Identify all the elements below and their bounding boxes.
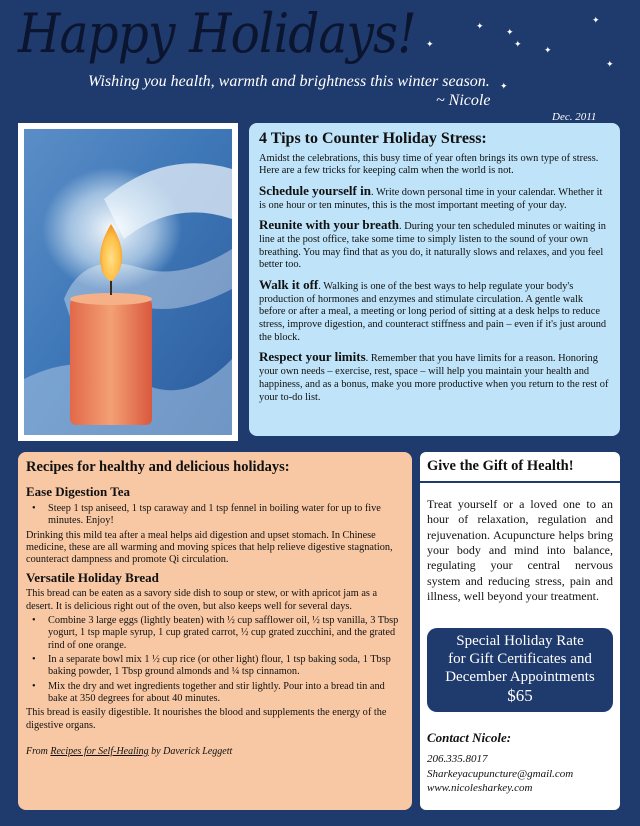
bullet-icon: •	[32, 614, 36, 626]
recipes-panel	[18, 452, 412, 810]
star-icon: ✦	[606, 59, 614, 69]
star-icon: ✦	[544, 45, 552, 55]
bread-recipe-title: Versatile Holiday Bread	[26, 569, 159, 585]
tip-item	[259, 217, 610, 272]
bullet-icon: •	[32, 680, 36, 692]
rate-line: for Gift Certificates and	[448, 650, 592, 667]
signature: ~ Nicole	[436, 92, 491, 109]
star-icon: ✦	[426, 39, 434, 49]
tip-text: . During your ten scheduled minutes or waiting in line at the post office, take some time to simply listen to the sound of your own breathing. You may find that as you do, it naturally slows and relaxes, and you feel better too.	[259, 221, 606, 271]
tips-title: 4 Tips to Counter Holiday Stress:	[259, 130, 487, 147]
divider	[420, 481, 620, 483]
rate-price: $65	[507, 686, 533, 706]
special-rate-box	[427, 628, 613, 713]
book-title: Recipes for Self-Healing	[50, 746, 149, 758]
tip-text: . Write down personal time in your calendar. Whether it is one hour or ten minutes, this is the most important meeting of your day.	[259, 186, 603, 211]
list-item: • Combine 3 large eggs (lightly beaten) with ½ cup safflower oil, ½ tsp vanilla, 3 Tbsp yogurt, 1 tsp maple syrup, 1 cup grated carrot, ½ cup grated zucchini, and the grated rind of one orange.	[32, 614, 399, 651]
bread-note: This bread is easily digestible. It nourishes the blood and supplements the energy of the digestive organs.	[26, 707, 387, 731]
tip-lead: Reunite with your breath	[259, 217, 399, 233]
contact-heading: Contact Nicole:	[427, 730, 512, 746]
star-icon: ✦	[476, 21, 484, 31]
bullet-icon: •	[32, 502, 36, 514]
candle-painting-icon	[24, 129, 232, 435]
tip-item	[259, 349, 610, 404]
star-icon: ✦	[506, 27, 514, 37]
recipes-title: Recipes for healthy and delicious holidays:	[26, 459, 290, 475]
page-subtitle: Wishing you health, warmth and brightness this winter season.	[88, 73, 490, 90]
list-item: • Steep 1 tsp aniseed, 1 tsp caraway and 1 tsp fennel in boiling water for up to five minutes. Enjoy!	[32, 502, 381, 527]
bread-intro: This bread can be eaten as a savory side dish to soup or stew, or with apricot jam as a desert. It is delicious right out of the oven, but also keeps well for several days.	[26, 588, 378, 612]
gift-description: Treat yourself or a loved one to an hour of relaxation, regulation and rejuvenation. Acupuncture helps bring your body and mind into balance, regulating your central nervous system and reducing stress, pain and illness, well beyond your treatment.	[427, 497, 613, 604]
tea-note: Drinking this mild tea after a meal helps aid digestion and upset stomach. In Chinese medicine, these are all warming and moving spices that help relieve digestive stagnation, counteract dampness and promote Qi circulation.	[26, 529, 393, 566]
list-item: • Mix the dry and wet ingredients together and stir lightly. Pour into a bread tin and bake at 350 degrees for about 40 minutes.	[32, 680, 385, 705]
gift-title: Give the Gift of Health!	[427, 458, 574, 474]
tips-intro: Amidst the celebrations, this busy time of year often brings its own type of stress. Here are a few tricks for keeping calm when the world is not.	[259, 152, 599, 177]
recipe-source: From Recipes for Self-Healing by Daverick Leggett	[26, 746, 233, 758]
list-item: • In a separate bowl mix 1 ½ cup rice (or other light) flour, 1 tsp baking soda, 1 Tbsp baking powder, 1 Tbsp ground almonds and ¼ tsp cinnamon.	[32, 654, 391, 678]
tip-lead: Walk it off	[259, 277, 319, 293]
star-icon: ✦	[500, 81, 508, 91]
contact-phone[interactable]: 206.335.8017	[427, 753, 488, 766]
tip-item	[259, 183, 610, 212]
page-title: Happy Holidays!	[18, 2, 416, 65]
stress-tips-panel	[249, 123, 620, 436]
tea-steps	[26, 503, 404, 528]
bullet-icon: •	[32, 654, 36, 666]
tip-text: . Walking is one of the best ways to help regulate your body's production of hormones and enzymes and stimulate circulation. A gentle walk before or after a meal, a meeting or long period of sitting at a desk helps to reduce stress, improve digestion, and counteract stiffness and pain – even if it's just around the block.	[259, 281, 607, 343]
contact-email[interactable]: Sharkeyacupuncture@gmail.com	[427, 767, 574, 780]
tip-lead: Respect your limits	[259, 349, 366, 365]
contact-website[interactable]: www.nicolesharkey.com	[427, 782, 533, 795]
tip-lead: Schedule yourself in	[259, 182, 371, 198]
rate-line: December Appointments	[445, 669, 595, 686]
issue-date: Dec. 2011	[552, 111, 597, 123]
tea-recipe-title: Ease Digestion Tea	[26, 484, 131, 500]
star-icon: ✦	[514, 39, 522, 49]
tip-text: . Remember that you have limits for a reason. Honoring your own needs – exercise, rest, space – will help you maintain your health and happiness, and as a bonus, make you more productive when you return to the rest of your to-do list.	[259, 353, 609, 403]
star-icon: ✦	[592, 15, 600, 25]
bread-steps	[26, 615, 404, 705]
rate-line: Special Holiday Rate	[456, 632, 584, 649]
gift-panel	[420, 452, 620, 810]
tip-item	[259, 277, 610, 344]
candle-image	[18, 123, 238, 441]
